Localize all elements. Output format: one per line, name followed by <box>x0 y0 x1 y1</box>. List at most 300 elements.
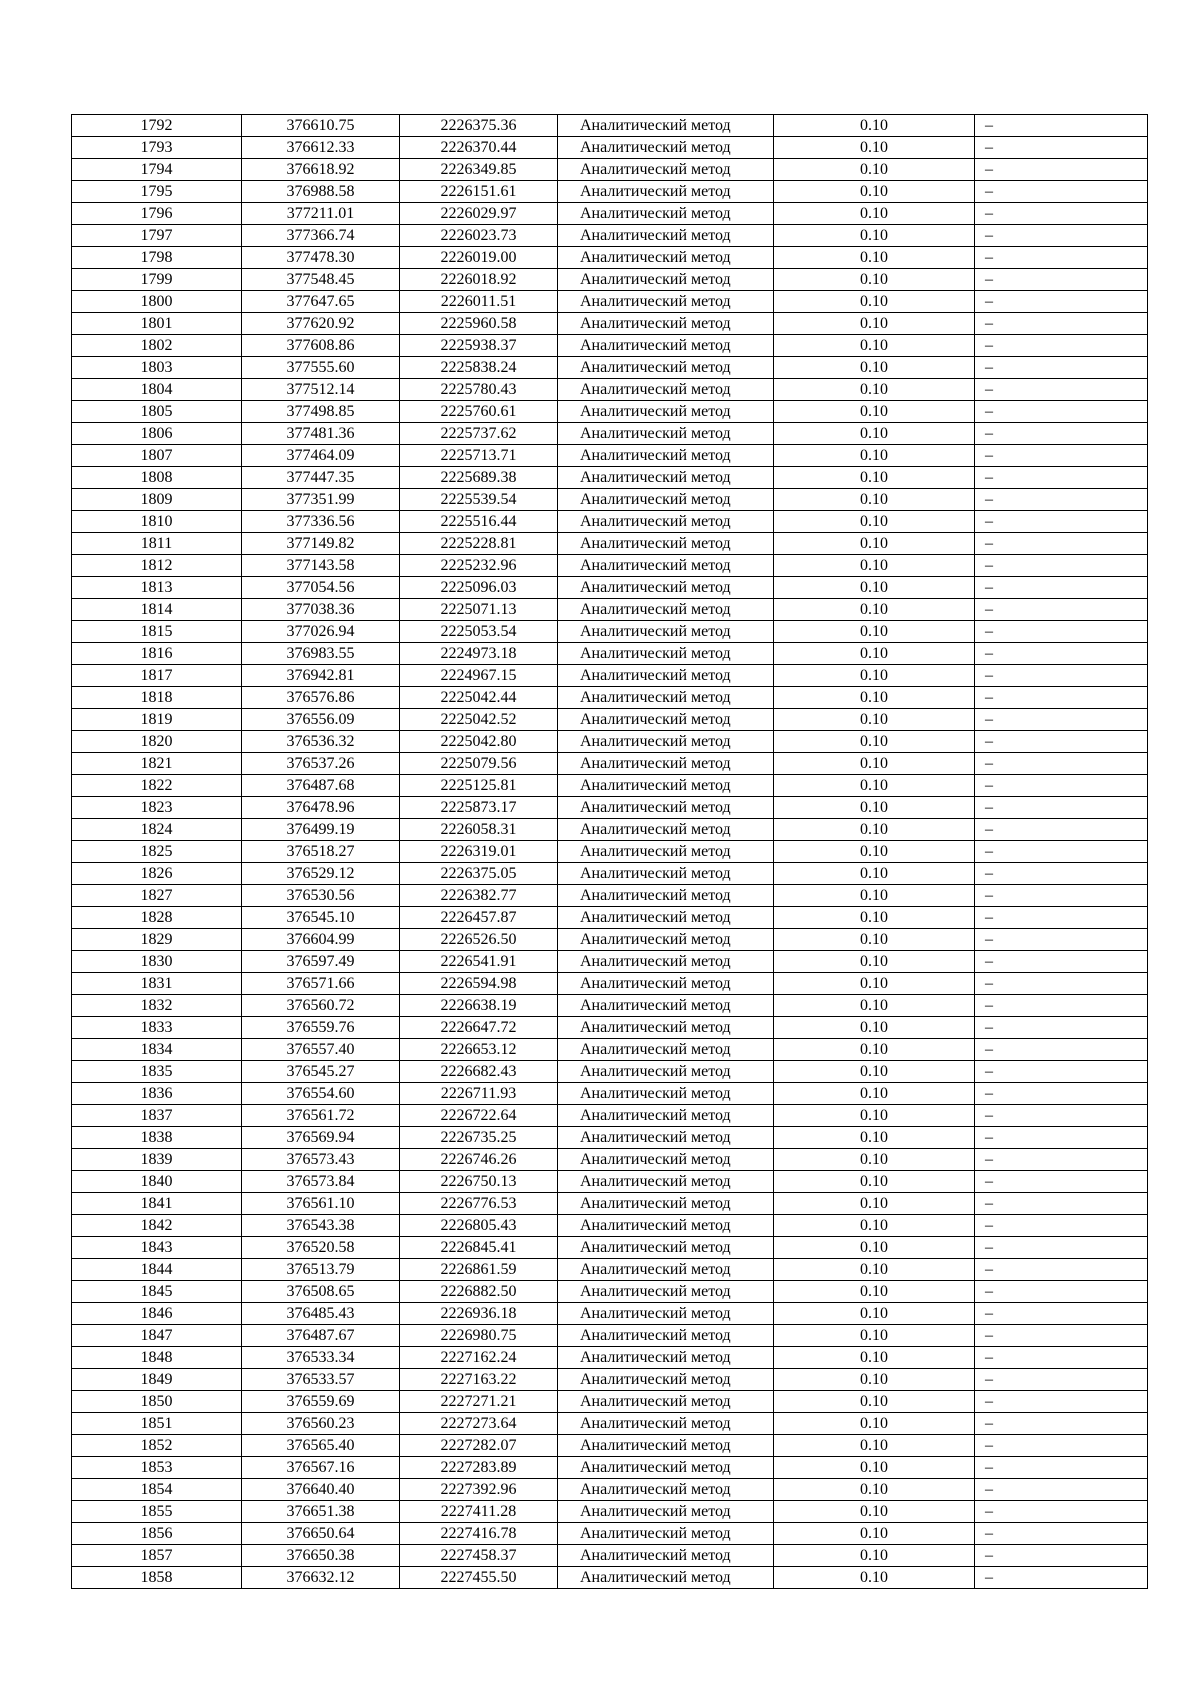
y-coordinate-cell: 2225938.37 <box>400 335 558 357</box>
error-cell: 0.10 <box>774 1545 975 1567</box>
method-cell: Аналитический метод <box>558 1039 774 1061</box>
table-row <box>72 797 1148 819</box>
note-cell: – <box>975 269 1148 291</box>
error-cell: 0.10 <box>774 445 975 467</box>
y-coordinate-cell: 2226936.18 <box>400 1303 558 1325</box>
note-cell: – <box>975 159 1148 181</box>
y-coordinate-cell: 2225539.54 <box>400 489 558 511</box>
x-coordinate-cell: 376597.49 <box>242 951 400 973</box>
error-cell: 0.10 <box>774 907 975 929</box>
error-cell: 0.10 <box>774 599 975 621</box>
table-row <box>72 379 1148 401</box>
note-cell: – <box>975 863 1148 885</box>
table-row <box>72 1413 1148 1435</box>
table-row <box>72 885 1148 907</box>
x-coordinate-cell: 376554.60 <box>242 1083 400 1105</box>
point-number-cell: 1857 <box>72 1545 242 1567</box>
x-coordinate-cell: 377366.74 <box>242 225 400 247</box>
note-cell: – <box>975 335 1148 357</box>
error-cell: 0.10 <box>774 401 975 423</box>
x-coordinate-cell: 376618.92 <box>242 159 400 181</box>
table-row <box>72 1259 1148 1281</box>
table-row <box>72 1017 1148 1039</box>
error-cell: 0.10 <box>774 665 975 687</box>
method-cell: Аналитический метод <box>558 1347 774 1369</box>
note-cell: – <box>975 1259 1148 1281</box>
method-cell: Аналитический метод <box>558 621 774 643</box>
point-number-cell: 1849 <box>72 1369 242 1391</box>
note-cell: – <box>975 775 1148 797</box>
error-cell: 0.10 <box>774 951 975 973</box>
x-coordinate-cell: 377336.56 <box>242 511 400 533</box>
x-coordinate-cell: 377512.14 <box>242 379 400 401</box>
y-coordinate-cell: 2226805.43 <box>400 1215 558 1237</box>
table-row <box>72 1501 1148 1523</box>
y-coordinate-cell: 2226375.36 <box>400 115 558 137</box>
table-row <box>72 1149 1148 1171</box>
note-cell: – <box>975 731 1148 753</box>
x-coordinate-cell: 376485.43 <box>242 1303 400 1325</box>
note-cell: – <box>975 1325 1148 1347</box>
point-number-cell: 1807 <box>72 445 242 467</box>
point-number-cell: 1830 <box>72 951 242 973</box>
method-cell: Аналитический метод <box>558 137 774 159</box>
point-number-cell: 1829 <box>72 929 242 951</box>
note-cell: – <box>975 1017 1148 1039</box>
y-coordinate-cell: 2225960.58 <box>400 313 558 335</box>
note-cell: – <box>975 247 1148 269</box>
error-cell: 0.10 <box>774 269 975 291</box>
point-number-cell: 1806 <box>72 423 242 445</box>
y-coordinate-cell: 2225071.13 <box>400 599 558 621</box>
x-coordinate-cell: 376573.43 <box>242 1149 400 1171</box>
table-row <box>72 181 1148 203</box>
x-coordinate-cell: 377498.85 <box>242 401 400 423</box>
x-coordinate-cell: 376604.99 <box>242 929 400 951</box>
x-coordinate-cell: 377211.01 <box>242 203 400 225</box>
point-number-cell: 1856 <box>72 1523 242 1545</box>
x-coordinate-cell: 377555.60 <box>242 357 400 379</box>
error-cell: 0.10 <box>774 1039 975 1061</box>
point-number-cell: 1810 <box>72 511 242 533</box>
error-cell: 0.10 <box>774 1215 975 1237</box>
note-cell: – <box>975 709 1148 731</box>
note-cell: – <box>975 1215 1148 1237</box>
point-number-cell: 1853 <box>72 1457 242 1479</box>
y-coordinate-cell: 2227392.96 <box>400 1479 558 1501</box>
note-cell: – <box>975 1435 1148 1457</box>
table-row <box>72 753 1148 775</box>
method-cell: Аналитический метод <box>558 753 774 775</box>
note-cell: – <box>975 1479 1148 1501</box>
x-coordinate-cell: 377478.30 <box>242 247 400 269</box>
table-row <box>72 247 1148 269</box>
y-coordinate-cell: 2226653.12 <box>400 1039 558 1061</box>
x-coordinate-cell: 376573.84 <box>242 1171 400 1193</box>
method-cell: Аналитический метод <box>558 181 774 203</box>
note-cell: – <box>975 1413 1148 1435</box>
method-cell: Аналитический метод <box>558 973 774 995</box>
note-cell: – <box>975 1391 1148 1413</box>
method-cell: Аналитический метод <box>558 1369 774 1391</box>
x-coordinate-cell: 376533.34 <box>242 1347 400 1369</box>
x-coordinate-cell: 376651.38 <box>242 1501 400 1523</box>
table-row <box>72 995 1148 1017</box>
method-cell: Аналитический метод <box>558 1413 774 1435</box>
error-cell: 0.10 <box>774 973 975 995</box>
error-cell: 0.10 <box>774 225 975 247</box>
table-row <box>72 709 1148 731</box>
method-cell: Аналитический метод <box>558 1545 774 1567</box>
error-cell: 0.10 <box>774 1523 975 1545</box>
y-coordinate-cell: 2226882.50 <box>400 1281 558 1303</box>
error-cell: 0.10 <box>774 819 975 841</box>
note-cell: – <box>975 1501 1148 1523</box>
note-cell: – <box>975 291 1148 313</box>
x-coordinate-cell: 377447.35 <box>242 467 400 489</box>
error-cell: 0.10 <box>774 555 975 577</box>
note-cell: – <box>975 467 1148 489</box>
error-cell: 0.10 <box>774 511 975 533</box>
note-cell: – <box>975 225 1148 247</box>
error-cell: 0.10 <box>774 1105 975 1127</box>
error-cell: 0.10 <box>774 159 975 181</box>
note-cell: – <box>975 841 1148 863</box>
point-number-cell: 1802 <box>72 335 242 357</box>
note-cell: – <box>975 995 1148 1017</box>
table-row <box>72 159 1148 181</box>
x-coordinate-cell: 376530.56 <box>242 885 400 907</box>
error-cell: 0.10 <box>774 291 975 313</box>
method-cell: Аналитический метод <box>558 1325 774 1347</box>
note-cell: – <box>975 379 1148 401</box>
x-coordinate-cell: 376650.38 <box>242 1545 400 1567</box>
table-row <box>72 841 1148 863</box>
point-number-cell: 1800 <box>72 291 242 313</box>
y-coordinate-cell: 2226735.25 <box>400 1127 558 1149</box>
error-cell: 0.10 <box>774 1083 975 1105</box>
error-cell: 0.10 <box>774 357 975 379</box>
note-cell: – <box>975 819 1148 841</box>
x-coordinate-cell: 376559.69 <box>242 1391 400 1413</box>
point-number-cell: 1855 <box>72 1501 242 1523</box>
point-number-cell: 1823 <box>72 797 242 819</box>
y-coordinate-cell: 2226750.13 <box>400 1171 558 1193</box>
table-row <box>72 599 1148 621</box>
error-cell: 0.10 <box>774 137 975 159</box>
method-cell: Аналитический метод <box>558 1303 774 1325</box>
coordinates-table <box>71 114 1148 1589</box>
table-row <box>72 313 1148 335</box>
y-coordinate-cell: 2226011.51 <box>400 291 558 313</box>
table-row <box>72 577 1148 599</box>
x-coordinate-cell: 376988.58 <box>242 181 400 203</box>
method-cell: Аналитический метод <box>558 1237 774 1259</box>
note-cell: – <box>975 181 1148 203</box>
y-coordinate-cell: 2226029.97 <box>400 203 558 225</box>
x-coordinate-cell: 376545.27 <box>242 1061 400 1083</box>
point-number-cell: 1858 <box>72 1567 242 1589</box>
error-cell: 0.10 <box>774 1391 975 1413</box>
y-coordinate-cell: 2226151.61 <box>400 181 558 203</box>
x-coordinate-cell: 377351.99 <box>242 489 400 511</box>
point-number-cell: 1832 <box>72 995 242 1017</box>
point-number-cell: 1831 <box>72 973 242 995</box>
point-number-cell: 1845 <box>72 1281 242 1303</box>
method-cell: Аналитический метод <box>558 401 774 423</box>
x-coordinate-cell: 376650.64 <box>242 1523 400 1545</box>
point-number-cell: 1826 <box>72 863 242 885</box>
y-coordinate-cell: 2227273.64 <box>400 1413 558 1435</box>
error-cell: 0.10 <box>774 423 975 445</box>
table-row <box>72 621 1148 643</box>
table-row <box>72 533 1148 555</box>
method-cell: Аналитический метод <box>558 313 774 335</box>
error-cell: 0.10 <box>774 1281 975 1303</box>
x-coordinate-cell: 376513.79 <box>242 1259 400 1281</box>
method-cell: Аналитический метод <box>558 995 774 1017</box>
method-cell: Аналитический метод <box>558 731 774 753</box>
point-number-cell: 1793 <box>72 137 242 159</box>
note-cell: – <box>975 1171 1148 1193</box>
table-row <box>72 1457 1148 1479</box>
y-coordinate-cell: 2226319.01 <box>400 841 558 863</box>
point-number-cell: 1808 <box>72 467 242 489</box>
y-coordinate-cell: 2225516.44 <box>400 511 558 533</box>
table-row <box>72 115 1148 137</box>
method-cell: Аналитический метод <box>558 929 774 951</box>
error-cell: 0.10 <box>774 1479 975 1501</box>
note-cell: – <box>975 1105 1148 1127</box>
note-cell: – <box>975 951 1148 973</box>
error-cell: 0.10 <box>774 335 975 357</box>
table-row <box>72 511 1148 533</box>
note-cell: – <box>975 137 1148 159</box>
y-coordinate-cell: 2226018.92 <box>400 269 558 291</box>
note-cell: – <box>975 511 1148 533</box>
error-cell: 0.10 <box>774 995 975 1017</box>
x-coordinate-cell: 376610.75 <box>242 115 400 137</box>
table-row <box>72 1061 1148 1083</box>
x-coordinate-cell: 376560.23 <box>242 1413 400 1435</box>
method-cell: Аналитический метод <box>558 797 774 819</box>
error-cell: 0.10 <box>774 1171 975 1193</box>
table-row <box>72 1127 1148 1149</box>
note-cell: – <box>975 1281 1148 1303</box>
x-coordinate-cell: 376537.26 <box>242 753 400 775</box>
table-row <box>72 665 1148 687</box>
method-cell: Аналитический метод <box>558 1105 774 1127</box>
y-coordinate-cell: 2225125.81 <box>400 775 558 797</box>
point-number-cell: 1851 <box>72 1413 242 1435</box>
method-cell: Аналитический метод <box>558 885 774 907</box>
y-coordinate-cell: 2226594.98 <box>400 973 558 995</box>
point-number-cell: 1844 <box>72 1259 242 1281</box>
x-coordinate-cell: 376561.10 <box>242 1193 400 1215</box>
note-cell: – <box>975 621 1148 643</box>
y-coordinate-cell: 2225042.80 <box>400 731 558 753</box>
note-cell: – <box>975 577 1148 599</box>
note-cell: – <box>975 687 1148 709</box>
point-number-cell: 1814 <box>72 599 242 621</box>
point-number-cell: 1803 <box>72 357 242 379</box>
point-number-cell: 1841 <box>72 1193 242 1215</box>
point-number-cell: 1824 <box>72 819 242 841</box>
y-coordinate-cell: 2224967.15 <box>400 665 558 687</box>
method-cell: Аналитический метод <box>558 357 774 379</box>
note-cell: – <box>975 423 1148 445</box>
note-cell: – <box>975 357 1148 379</box>
y-coordinate-cell: 2225873.17 <box>400 797 558 819</box>
point-number-cell: 1827 <box>72 885 242 907</box>
point-number-cell: 1794 <box>72 159 242 181</box>
x-coordinate-cell: 376543.38 <box>242 1215 400 1237</box>
y-coordinate-cell: 2226058.31 <box>400 819 558 841</box>
method-cell: Аналитический метод <box>558 1017 774 1039</box>
y-coordinate-cell: 2226382.77 <box>400 885 558 907</box>
note-cell: – <box>975 929 1148 951</box>
y-coordinate-cell: 2225228.81 <box>400 533 558 555</box>
table-row <box>72 1303 1148 1325</box>
error-cell: 0.10 <box>774 1567 975 1589</box>
y-coordinate-cell: 2226746.26 <box>400 1149 558 1171</box>
method-cell: Аналитический метод <box>558 335 774 357</box>
table-row <box>72 1391 1148 1413</box>
error-cell: 0.10 <box>774 863 975 885</box>
x-coordinate-cell: 376487.68 <box>242 775 400 797</box>
x-coordinate-cell: 377464.09 <box>242 445 400 467</box>
table-row <box>72 335 1148 357</box>
method-cell: Аналитический метод <box>558 819 774 841</box>
y-coordinate-cell: 2227416.78 <box>400 1523 558 1545</box>
method-cell: Аналитический метод <box>558 291 774 313</box>
y-coordinate-cell: 2227162.24 <box>400 1347 558 1369</box>
point-number-cell: 1815 <box>72 621 242 643</box>
method-cell: Аналитический метод <box>558 709 774 731</box>
point-number-cell: 1835 <box>72 1061 242 1083</box>
error-cell: 0.10 <box>774 1435 975 1457</box>
table-row <box>72 929 1148 951</box>
error-cell: 0.10 <box>774 1347 975 1369</box>
point-number-cell: 1818 <box>72 687 242 709</box>
table-row <box>72 401 1148 423</box>
error-cell: 0.10 <box>774 379 975 401</box>
method-cell: Аналитический метод <box>558 599 774 621</box>
y-coordinate-cell: 2225232.96 <box>400 555 558 577</box>
table-row <box>72 225 1148 247</box>
error-cell: 0.10 <box>774 731 975 753</box>
note-cell: – <box>975 1193 1148 1215</box>
method-cell: Аналитический метод <box>558 1193 774 1215</box>
error-cell: 0.10 <box>774 1413 975 1435</box>
y-coordinate-cell: 2225760.61 <box>400 401 558 423</box>
table-row <box>72 687 1148 709</box>
point-number-cell: 1795 <box>72 181 242 203</box>
method-cell: Аналитический метод <box>558 115 774 137</box>
point-number-cell: 1834 <box>72 1039 242 1061</box>
table-row <box>72 291 1148 313</box>
y-coordinate-cell: 2224973.18 <box>400 643 558 665</box>
x-coordinate-cell: 376556.09 <box>242 709 400 731</box>
x-coordinate-cell: 376567.16 <box>242 1457 400 1479</box>
x-coordinate-cell: 377054.56 <box>242 577 400 599</box>
point-number-cell: 1852 <box>72 1435 242 1457</box>
point-number-cell: 1822 <box>72 775 242 797</box>
x-coordinate-cell: 376561.72 <box>242 1105 400 1127</box>
error-cell: 0.10 <box>774 709 975 731</box>
note-cell: – <box>975 599 1148 621</box>
y-coordinate-cell: 2226861.59 <box>400 1259 558 1281</box>
table-row <box>72 1523 1148 1545</box>
error-cell: 0.10 <box>774 687 975 709</box>
table-row <box>72 1545 1148 1567</box>
y-coordinate-cell: 2225042.44 <box>400 687 558 709</box>
error-cell: 0.10 <box>774 1017 975 1039</box>
table-row <box>72 269 1148 291</box>
table-row <box>72 907 1148 929</box>
x-coordinate-cell: 377608.86 <box>242 335 400 357</box>
table-row <box>72 1281 1148 1303</box>
point-number-cell: 1828 <box>72 907 242 929</box>
method-cell: Аналитический метод <box>558 1259 774 1281</box>
y-coordinate-cell: 2226638.19 <box>400 995 558 1017</box>
method-cell: Аналитический метод <box>558 1215 774 1237</box>
method-cell: Аналитический метод <box>558 1523 774 1545</box>
table-row <box>72 1171 1148 1193</box>
y-coordinate-cell: 2227163.22 <box>400 1369 558 1391</box>
point-number-cell: 1817 <box>72 665 242 687</box>
note-cell: – <box>975 445 1148 467</box>
point-number-cell: 1825 <box>72 841 242 863</box>
error-cell: 0.10 <box>774 533 975 555</box>
error-cell: 0.10 <box>774 885 975 907</box>
x-coordinate-cell: 376571.66 <box>242 973 400 995</box>
method-cell: Аналитический метод <box>558 577 774 599</box>
table-row <box>72 1215 1148 1237</box>
note-cell: – <box>975 1303 1148 1325</box>
method-cell: Аналитический метод <box>558 247 774 269</box>
method-cell: Аналитический метод <box>558 445 774 467</box>
point-number-cell: 1804 <box>72 379 242 401</box>
method-cell: Аналитический метод <box>558 555 774 577</box>
x-coordinate-cell: 376569.94 <box>242 1127 400 1149</box>
method-cell: Аналитический метод <box>558 423 774 445</box>
point-number-cell: 1816 <box>72 643 242 665</box>
point-number-cell: 1805 <box>72 401 242 423</box>
x-coordinate-cell: 376565.40 <box>242 1435 400 1457</box>
table-row <box>72 423 1148 445</box>
x-coordinate-cell: 376518.27 <box>242 841 400 863</box>
table-row <box>72 1435 1148 1457</box>
note-cell: – <box>975 533 1148 555</box>
method-cell: Аналитический метод <box>558 1435 774 1457</box>
point-number-cell: 1836 <box>72 1083 242 1105</box>
point-number-cell: 1809 <box>72 489 242 511</box>
y-coordinate-cell: 2226019.00 <box>400 247 558 269</box>
y-coordinate-cell: 2225042.52 <box>400 709 558 731</box>
y-coordinate-cell: 2226776.53 <box>400 1193 558 1215</box>
y-coordinate-cell: 2226845.41 <box>400 1237 558 1259</box>
method-cell: Аналитический метод <box>558 1567 774 1589</box>
x-coordinate-cell: 376632.12 <box>242 1567 400 1589</box>
error-cell: 0.10 <box>774 577 975 599</box>
method-cell: Аналитический метод <box>558 1061 774 1083</box>
table-row <box>72 1347 1148 1369</box>
y-coordinate-cell: 2226349.85 <box>400 159 558 181</box>
table-row <box>72 863 1148 885</box>
table-row <box>72 775 1148 797</box>
error-cell: 0.10 <box>774 1061 975 1083</box>
